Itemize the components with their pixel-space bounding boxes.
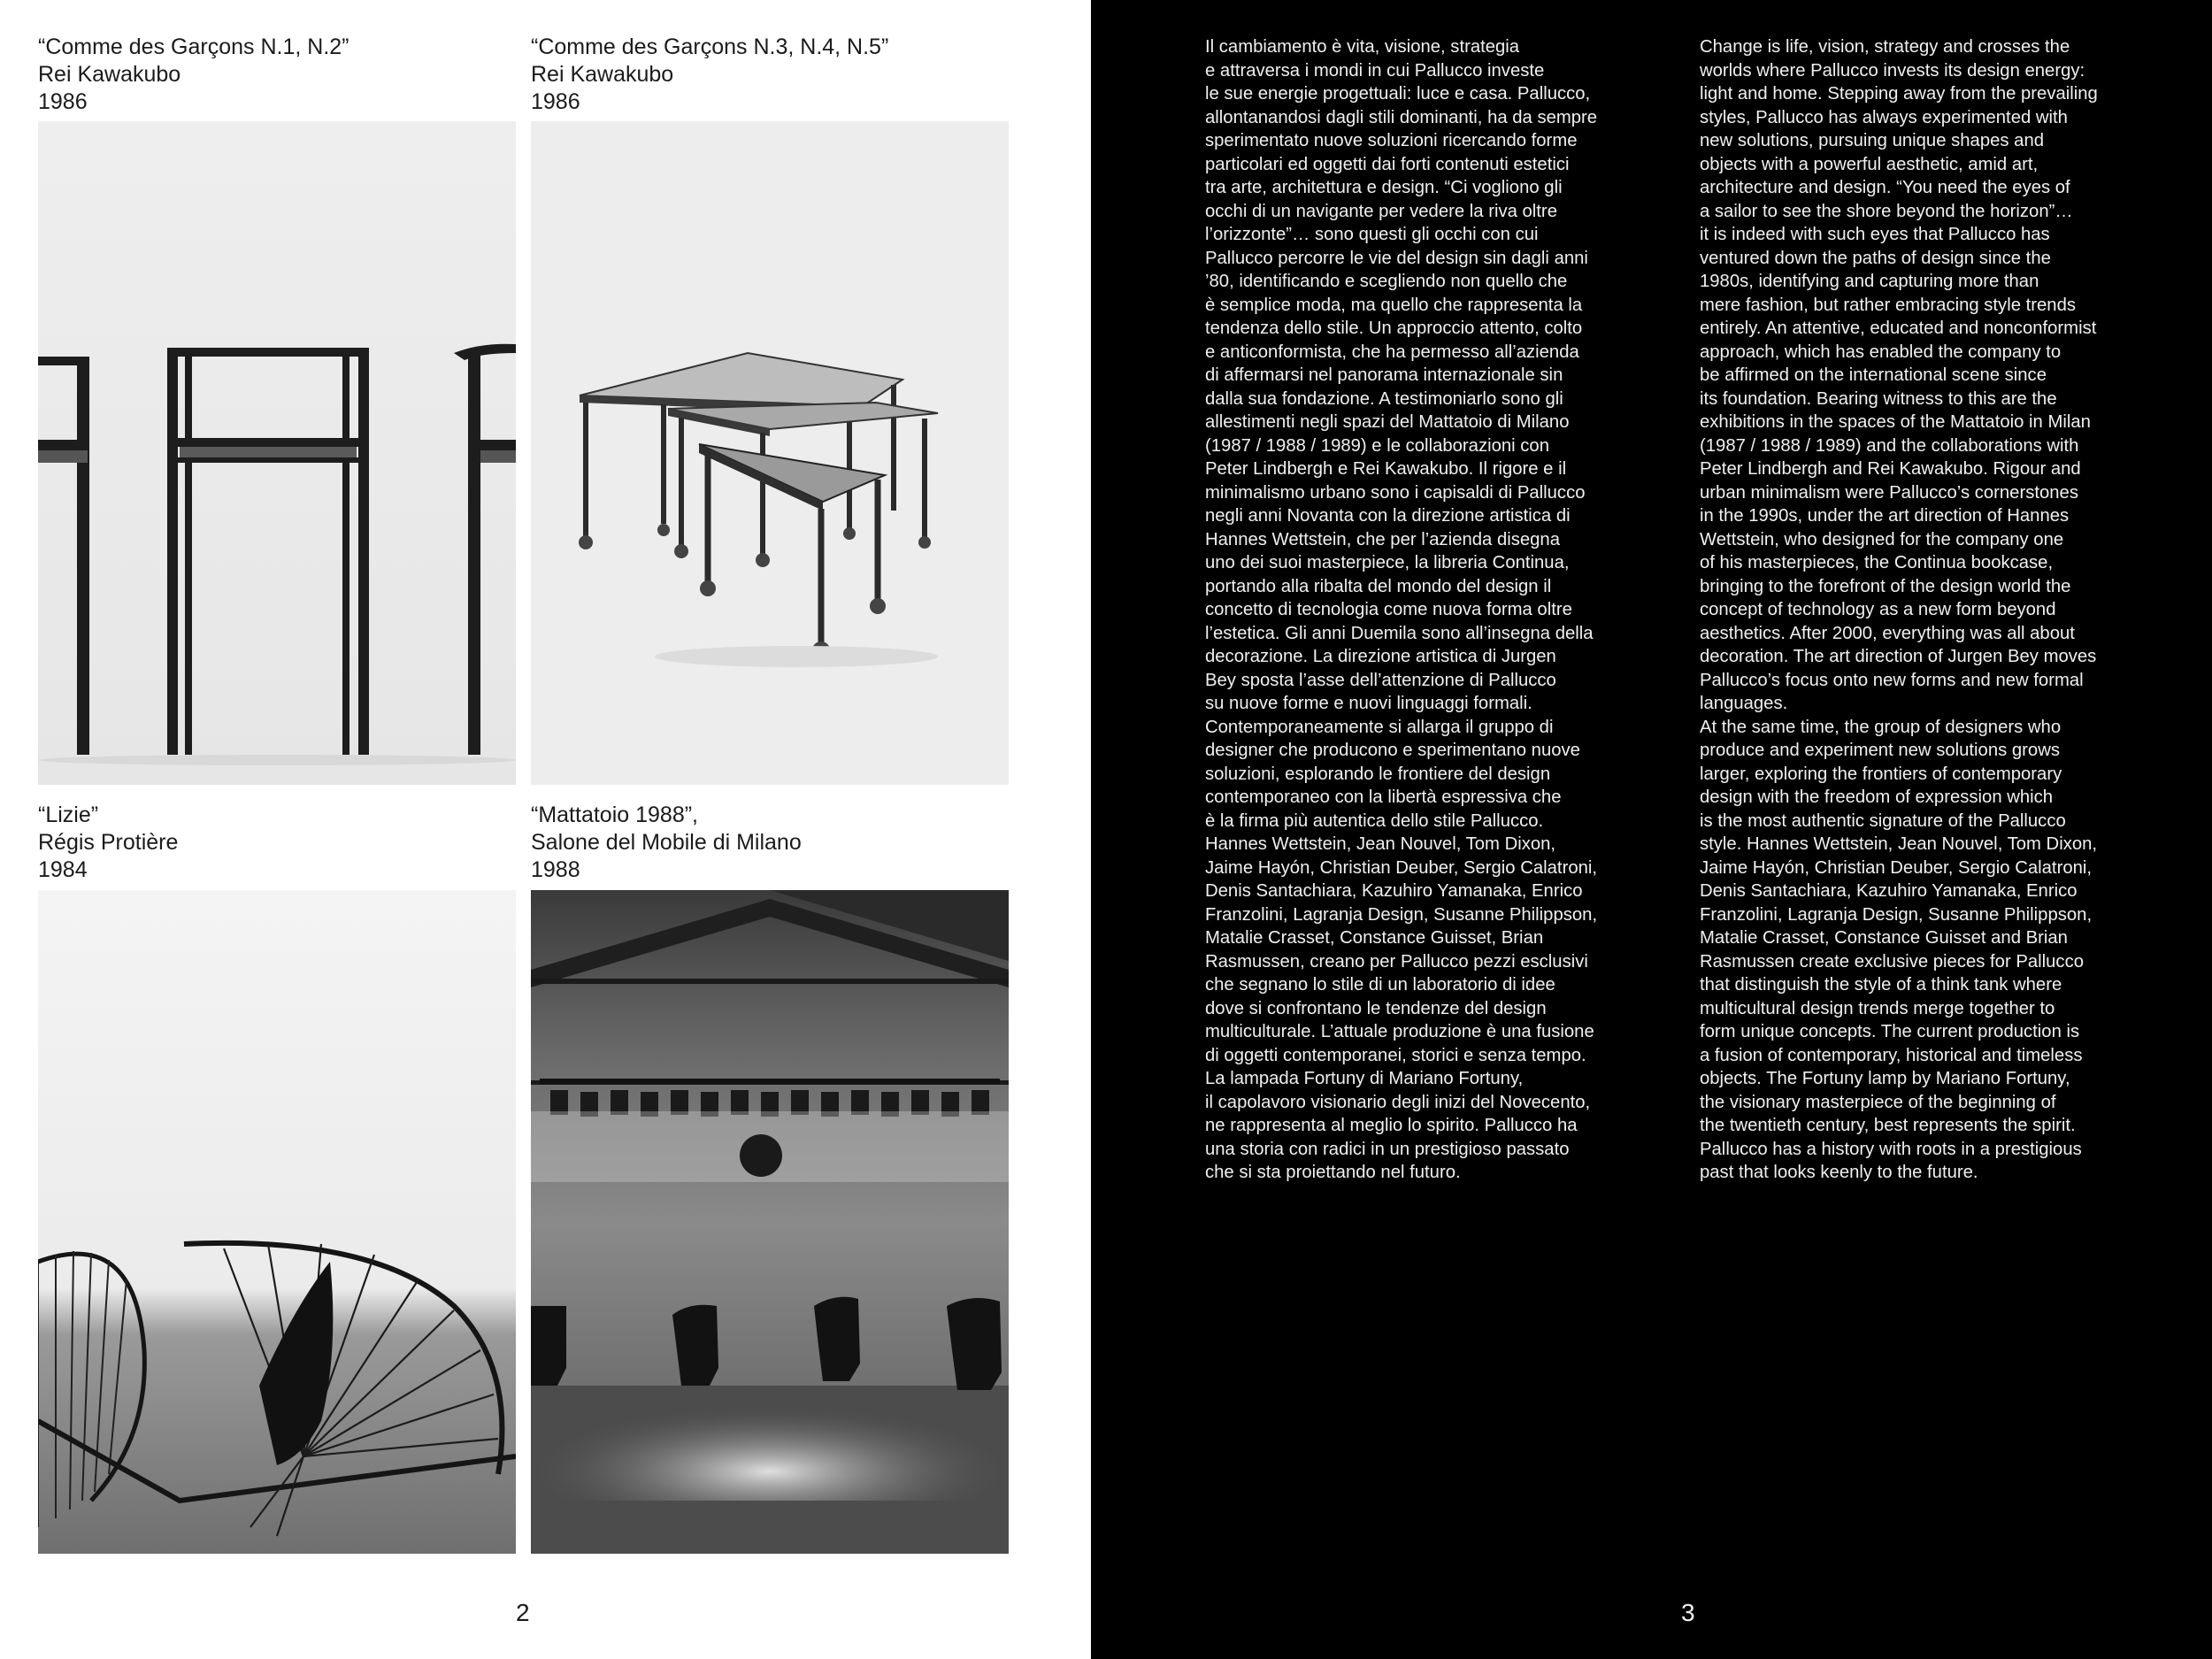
wire-chair-photo <box>38 890 516 1554</box>
caption-designer: Régis Protière <box>38 830 179 855</box>
caption-title: “Comme des Garçons N.1, N.2” <box>38 35 349 59</box>
caption-title: “Comme des Garçons N.3, N.4, N.5” <box>531 35 889 59</box>
caption-comme-des-garcons-1-2 <box>38 34 349 116</box>
caption-designer: Rei Kawakubo <box>531 62 674 87</box>
right-page <box>1091 0 2212 1659</box>
caption-year: 1986 <box>38 89 88 114</box>
caption-year: 1984 <box>38 857 88 882</box>
page-number: 3 <box>1681 1599 1695 1626</box>
exhibition-hall-photo <box>531 890 1009 1554</box>
caption-title: “Lizie” <box>38 803 99 827</box>
caption-designer: Salone del Mobile di Milano <box>531 830 802 855</box>
caption-year: 1986 <box>531 89 580 114</box>
caption-designer: Rei Kawakubo <box>38 62 181 87</box>
caption-comme-des-garcons-3-4-5 <box>531 34 888 116</box>
italian-text-column: Il cambiamento è vita, visione, strategia e attraversa i mondi in cui Pallucco investe le sue energie progettuali: luce e casa. Pallucco, allontanandosi dagli stili dominanti, ha da sempre sperimentato nuove soluzioni ricercando forme particolari ed oggetti dai forti contenuti estetici tra arte, architettura e design. “Ci vogliono gli occhi di un navigante per vedere la riva oltre l’orizzonte”… sono questi gli occhi con cui Pallucco percorre le vie del design sin dagli anni ’80, identificando e scegliendo non quello che è semplice moda, ma quello che rappresenta la tendenza dello stile. Un approccio attento, colto e anticonformista, che ha permesso all’azienda di affermarsi nel panorama internazionale sin dalla sua fondazione. A testimoniarlo sono gli allestimenti negli spazi del Mattatoio di Milano (1987 / 1988 / 1989) e le collaborazioni con Peter Lindbergh e Rei Kawakubo. Il rigore e il minimalismo urbano sono i capisaldi di Pallucco negli anni Novanta con la direzione artistica di Hannes Wettstein, che per l’azienda disegna uno dei suoi masterpiece, la libreria Continua, portando alla ribalta del mondo del design il concetto di tecnologia come nuova forma oltre l’estetica. Gli anni Duemila sono all’insegna della decorazione. La direzione artistica di Jurgen Bey sposta l’asse dell’attenzione di Pallucco su nuove forme e nuovi linguaggi formali. Contemporaneamente si allarga il gruppo di designer che producono e sperimentano nuove soluzioni, esplorando le frontiere del design contemporaneo con la libertà espressiva che è la firma più autentica dello stile Pallucco. Hannes Wettstein, Jean Nouvel, Tom Dixon, Jaime Hayón, Christian Deuber, Sergio Calatroni, Denis Santachiara, Kazuhiro Yamanaka, Enrico Franzolini, Lagranja Design, Susanne Philippson, Matalie Crasset, Constance Guisset, Brian Rasmussen, creano per Pallucco pezzi esclusivi che segnano lo stile di un laboratorio di idee dove si confrontano le tendenze del design multiculturale. L’attuale produzione è una fusione di oggetti contemporanei, storici e senza tempo. La lampada Fortuny di Mariano Fortuny, il capolavoro visionario degli inizi del Novecento, ne rappresenta al meglio lo spirito. Pallucco ha una storia con radici in un prestigioso passato che si sta proiettando nel futuro. <box>1205 37 1598 1182</box>
left-page <box>0 0 1091 1659</box>
caption-year: 1988 <box>531 857 580 882</box>
caption-title: “Mattatoio 1988”, <box>531 803 698 827</box>
caption-mattatoio-1988 <box>531 802 802 884</box>
chairs-photo <box>38 121 516 785</box>
page-number: 2 <box>516 1599 530 1626</box>
nesting-tables-photo <box>531 121 1009 785</box>
english-text-column: Change is life, vision, strategy and crosses the worlds where Pallucco invests its design energy: light and home. Stepping away from the prevailing styles, Pallucco has always experimented with new solutions, pursuing unique shapes and objects with a powerful aesthetic, amid art, architecture and design. “You need the eyes of a sailor to see the shore beyond the horizon”… it is indeed with such eyes that Pallucco has ventured down the paths of design since the 1980s, identifying and capturing more than mere fashion, but rather embracing style trends entirely. An attentive, educated and nonconformist approach, which has enabled the company to be affirmed on the international scene since its foundation. Bearing witness to this are the exhibitions in the spaces of the Mattatoio in Milan (1987 / 1988 / 1989) and the collaborations with Peter Lindbergh and Rei Kawakubo. Rigour and urban minimalism were Pallucco’s cornerstones in the 1990s, under the art direction of Hannes Wettstein, who designed for the company one of his masterpieces, the Continua bookcase, bringing to the forefront of the design world the concept of technology as a new form beyond aesthetics. After 2000, everything was all about decoration. The art direction of Jurgen Bey moves Pallucco’s focus onto new forms and new formal languages. At the same time, the group of designers who produce and experiment new solutions grows larger, exploring the frontiers of contemporary design with the freedom of expression which is the most authentic signature of the Pallucco style. Hannes Wettstein, Jean Nouvel, Tom Dixon, Jaime Hayón, Christian Deuber, Sergio Calatroni, Denis Santachiara, Kazuhiro Yamanaka, Enrico Franzolini, Lagranja Design, Susanne Philippson, Matalie Crasset, Constance Guisset and Brian Rasmussen create exclusive pieces for Pallucco that distinguish the style of a think tank where multicultural design trends merge together to form unique concepts. The current production is a fusion of contemporary, historical and timeless objects. The Fortuny lamp by Mariano Fortuny, the visionary masterpiece of the beginning of the twentieth century, best represents the spirit. Pallucco has a history with roots in a prestigious past that looks keenly to the future. <box>1700 37 2098 1182</box>
caption-lizie <box>38 802 178 884</box>
